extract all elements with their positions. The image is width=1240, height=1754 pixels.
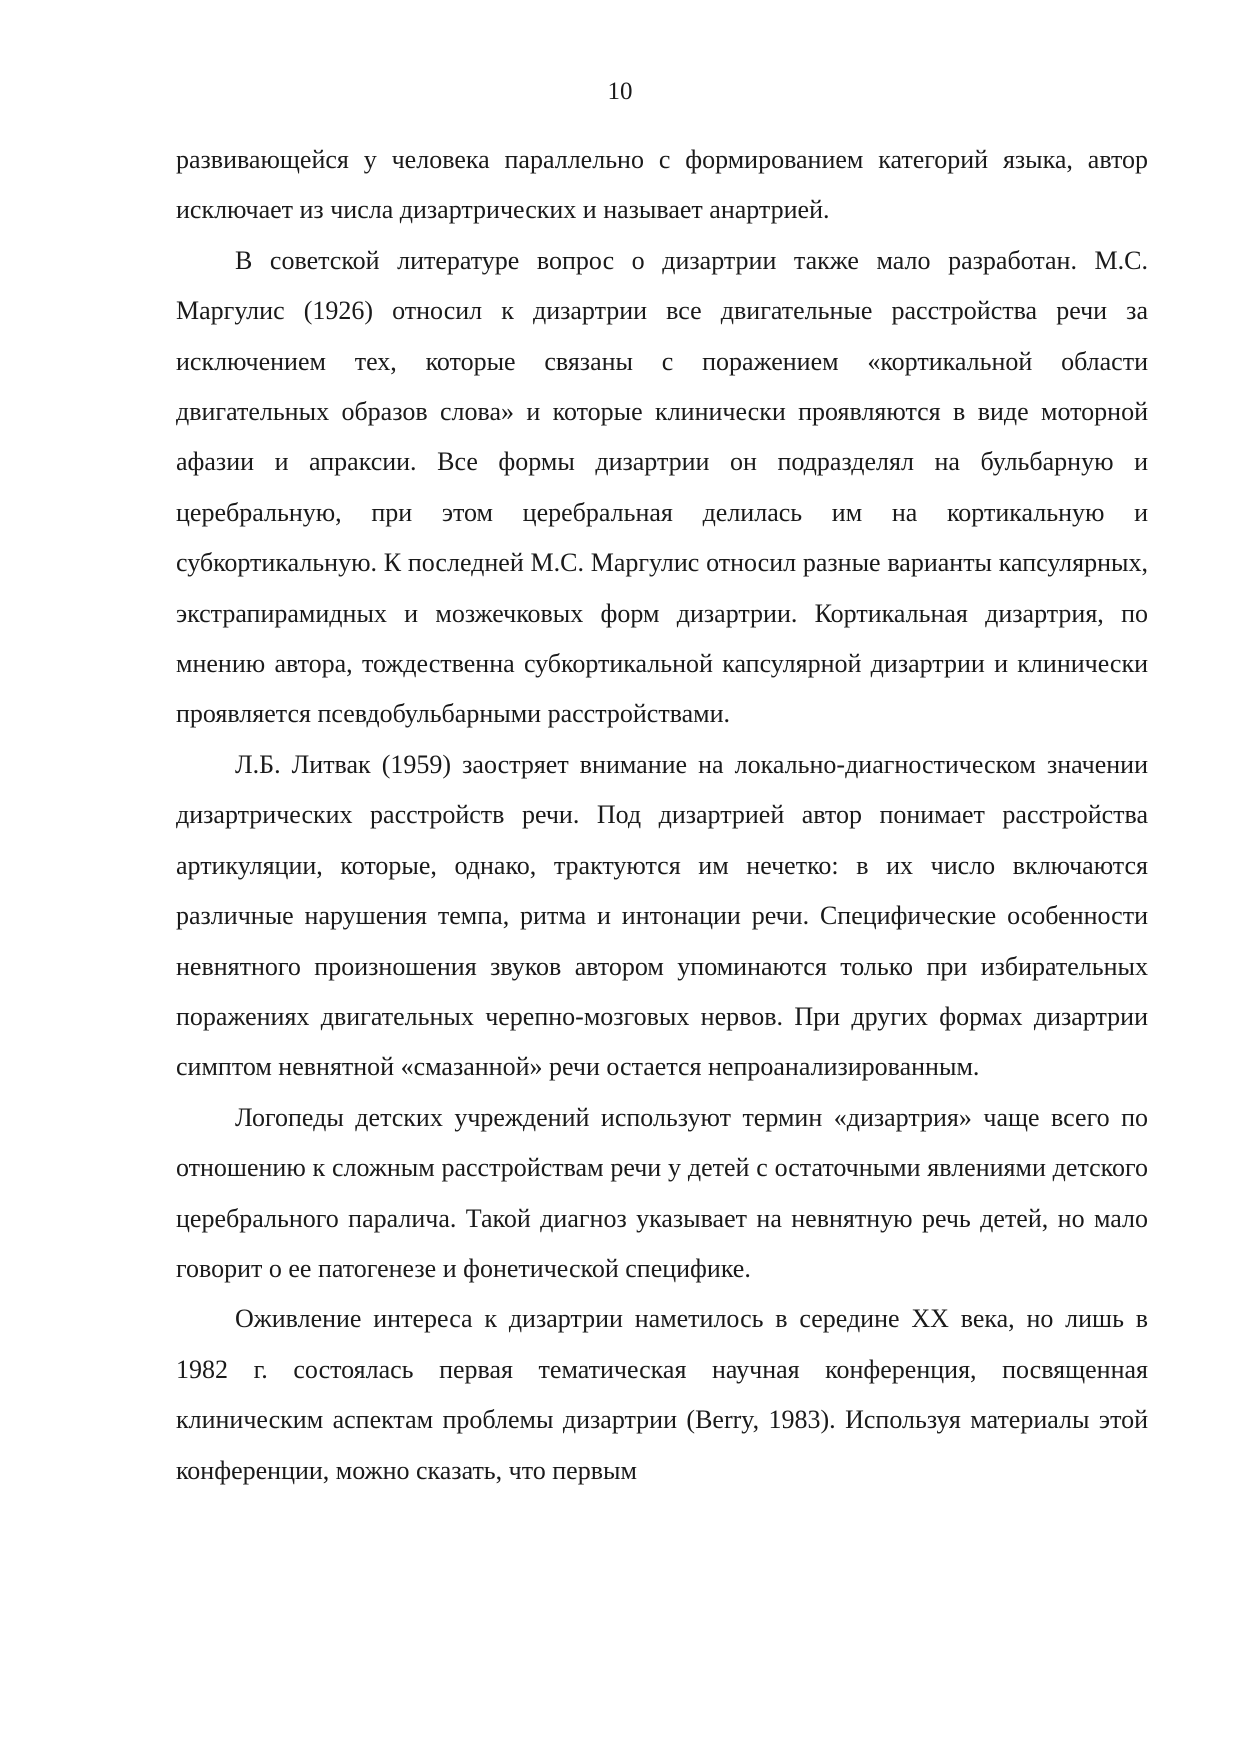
body-text [176, 135, 1148, 1496]
paragraph-litvak: Л.Б. Литвак (1959) заостряет внимание на локально-диагностическом значении дизартрических расстройств речи. Под дизартрией автор понимает расстройства артикуляции, которые, однако, трактуются им нечетко: в их число включаются различные нарушения темпа, ритма и интонации речи. Специфические особенности невнятного произношения звуков автором упоминаются только при избирательных поражениях двигательных черепно-мозговых нервов. При других формах дизартрии симптом невнятной «смазанной» речи остается непроанализированным. [176, 749, 1148, 1082]
page-number: 10 [607, 78, 633, 105]
paragraph-soviet-literature: В советской литературе вопрос о дизартрии также мало разработан. М.С. Маргулис (1926) относил к дизартрии все двигательные расстройства речи за исключением тех, которые связаны с поражением «кортикальной области двигательных образов слова» и которые клинически проявляются в виде моторной афазии и апраксии. Все формы дизартрии он подразделял на бульбарную и церебральную, при этом церебральная делилась им на кортикальную и субкортикальную. К последней М.С. Маргулис относил разные варианты капсулярных, экстрапирамидных и мозжечковых форм дизартрии. Кортикальная дизартрия, по мнению автора, тождественна субкортикальной капсулярной дизартрии и клинически проявляется псевдобульбарными расстройствами. [176, 245, 1148, 729]
paragraph-speech-therapists: Логопеды детских учреждений используют термин «дизартрия» чаще всего по отношению к сложным расстройствам речи у детей с остаточными явлениями детского церебрального паралича. Такой диагноз указывает на невнятную речь детей, но мало говорит о ее патогенезе и фонетической специфике. [176, 1102, 1148, 1283]
paragraph-revival-of-interest: Оживление интереса к дизартрии наметилось в середине XX века, но лишь в 1982 г. состоялась первая тематическая научная конференция, посвященная клиническим аспектам проблемы дизартрии (Berry, 1983). Используя материалы этой конференции, можно сказать, что первым [176, 1304, 1148, 1485]
paragraph-continued: развивающейся у человека параллельно с формированием категорий языка, автор исключает из числа дизартрических и называет анартрией. [176, 145, 1148, 225]
